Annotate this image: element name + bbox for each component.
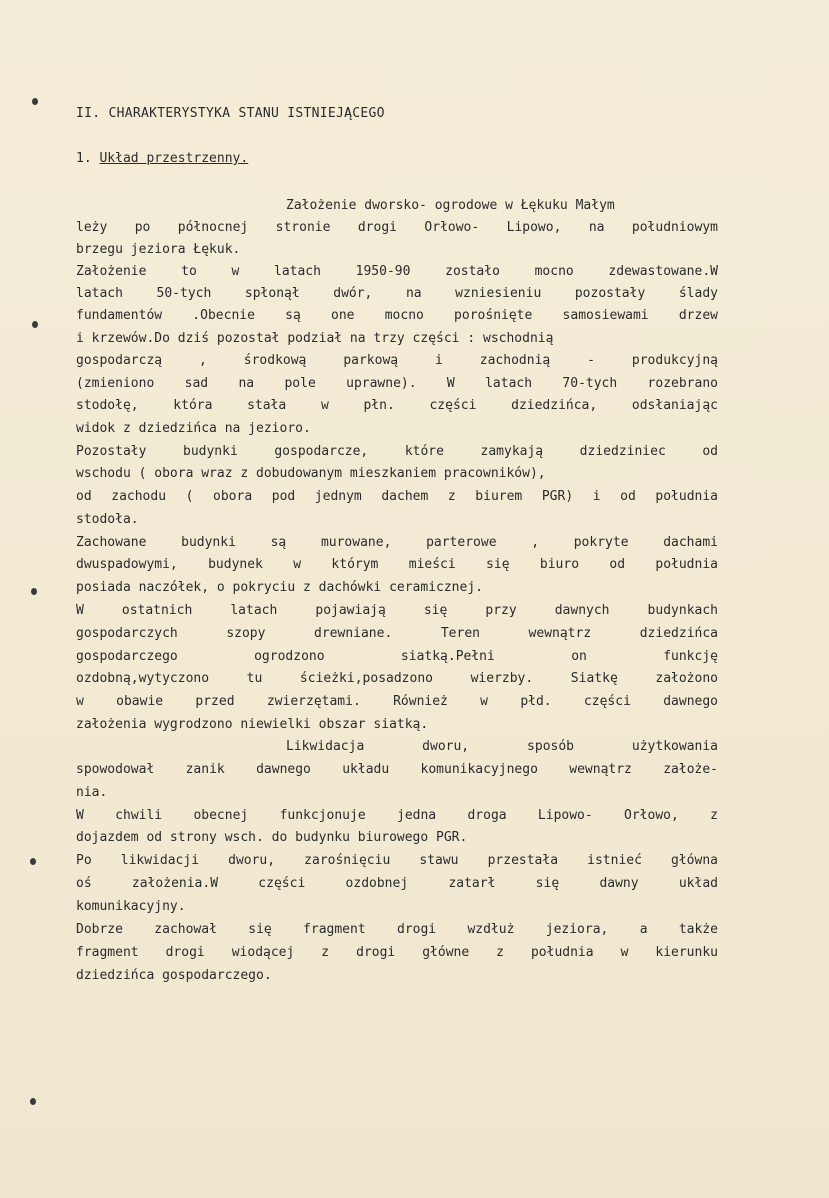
text-line: od zachodu ( obora pod jednym dachem z biurem PGR) i od południa: [76, 489, 718, 504]
text-line: Założenie to w latach 1950-90 zostało mocno zdewastowane.W: [76, 264, 718, 279]
text-line: dojazdem od strony wsch. do budynku biurowego PGR.: [76, 830, 468, 845]
text-line: leży po północnej stronie drogi Orłowo- Lipowo, na południowym: [76, 220, 718, 235]
text-line: gospodarczą , środkową parkową i zachodnią - produkcyjną: [76, 353, 718, 368]
subsection-heading: [76, 151, 248, 166]
text-line: stodołę, która stała w płn. części dziedzińca, odsłaniając: [76, 398, 718, 413]
text-line: posiada naczółek, o pokryciu z dachówki ceramicznej.: [76, 580, 483, 595]
binder-hole: [30, 1098, 36, 1105]
text-line: stodoła.: [76, 512, 139, 527]
text-line: nia.: [76, 785, 108, 800]
text-line: latach 50-tych spłonął dwór, na wzniesieniu pozostały ślady: [76, 286, 718, 301]
subsection-title: Układ przestrzenny.: [99, 151, 249, 166]
text-line: założenia wygrodzono niewielki obszar siatką.: [76, 717, 429, 732]
text-line: dziedzińca gospodarczego.: [76, 968, 272, 983]
text-line: Dobrze zachował się fragment drogi wzdłuż jeziora, a także: [76, 922, 718, 937]
text-line: Założenie dworsko- ogrodowe w Łękuku Małym: [286, 198, 615, 213]
text-line: w obawie przed zwierzętami. Również w płd. części dawnego: [76, 694, 718, 709]
text-line: W ostatnich latach pojawiają się przy dawnych budynkach: [76, 603, 718, 618]
text-line: gospodarczego ogrodzono siatką.Pełni on funkcję: [76, 649, 718, 664]
text-line: (zmieniono sad na pole uprawne). W latach 70-tych rozebrano: [76, 376, 718, 391]
text-line: Likwidacja dworu, sposób użytkowania: [286, 739, 718, 754]
binder-hole: [32, 321, 38, 328]
text-line: ozdobną,wytyczono tu ścieżki,posadzono wierzby. Siatkę założono: [76, 671, 718, 686]
text-line: Po likwidacji dworu, zarośnięciu stawu przestała istnieć główna: [76, 853, 718, 868]
binder-hole: [31, 588, 37, 595]
text-line: brzegu jeziora Łękuk.: [76, 242, 241, 257]
text-line: W chwili obecnej funkcjonuje jedna droga Lipowo- Orłowo, z: [76, 808, 718, 823]
text-line: oś założenia.W części ozdobnej zatarł się dawny układ: [76, 876, 718, 891]
section-heading: II. CHARAKTERYSTYKA STANU ISTNIEJĄCEGO: [76, 106, 385, 121]
binder-hole: [30, 858, 36, 865]
text-line: spowodował zanik dawnego układu komunikacyjnego wewnątrz założe-: [76, 762, 718, 777]
text-line: i krzewów.Do dziś pozostał podział na trzy części : wschodnią: [76, 331, 554, 346]
text-line: wschodu ( obora wraz z dobudowanym mieszkaniem pracowników),: [76, 466, 546, 481]
subsection-number: 1.: [76, 151, 92, 166]
text-line: Pozostały budynki gospodarcze, które zamykają dziedziniec od: [76, 444, 718, 459]
binder-hole: [32, 98, 38, 105]
text-line: komunikacyjny.: [76, 899, 186, 914]
text-line: fragment drogi wiodącej z drogi główne z południa w kierunku: [76, 945, 718, 960]
text-line: widok z dziedzińca na jezioro.: [76, 421, 311, 436]
text-line: fundamentów .Obecnie są one mocno porośnięte samosiewami drzew: [76, 308, 718, 323]
text-line: gospodarczych szopy drewniane. Teren wewnątrz dziedzińca: [76, 626, 718, 641]
text-line: dwuspadowymi, budynek w którym mieści się biuro od południa: [76, 557, 718, 572]
text-line: Zachowane budynki są murowane, parterowe , pokryte dachami: [76, 535, 718, 550]
